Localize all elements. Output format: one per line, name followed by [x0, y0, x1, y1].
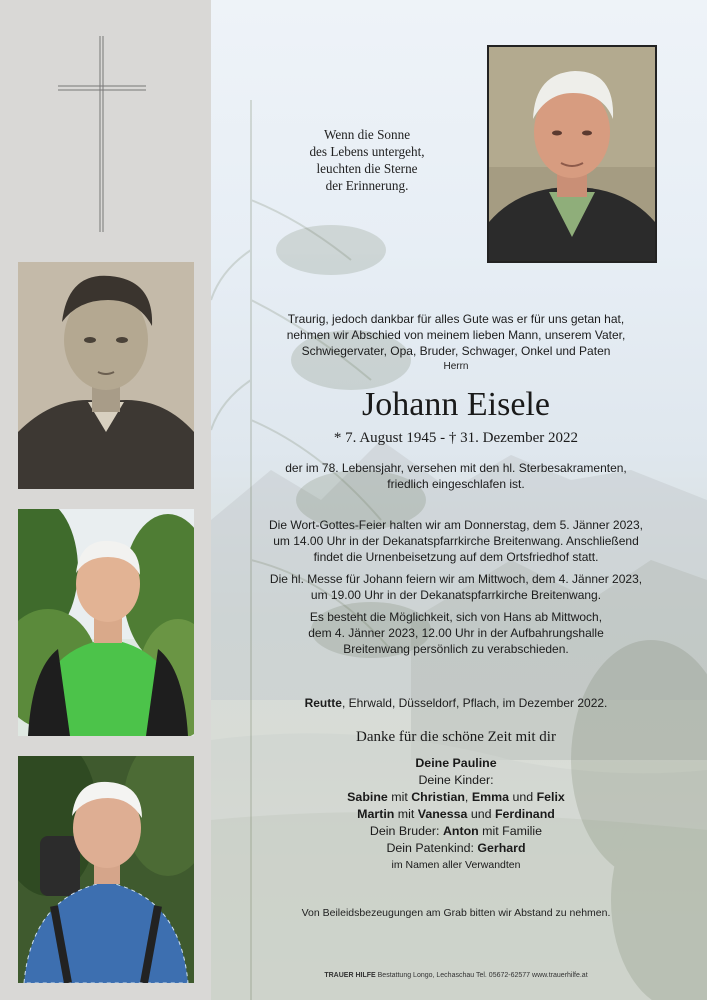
ceremony-line: um 19.00 Uhr in der Dekanatspfarrkirche Breitenwang. [310, 588, 602, 602]
ceremony-line: dem 4. Jänner 2023, 12.00 Uhr in der Aufbahrungshalle [308, 626, 604, 640]
brother-name: Anton [442, 824, 479, 838]
grandchild-name: Emma [471, 790, 510, 804]
relatives-line: im Namen aller Verwandten [391, 859, 521, 871]
deceased-name: Johann Eisele [362, 386, 550, 423]
intro-line: Traurig, jedoch dankbar für alles Gute was er für uns getan hat, [287, 312, 625, 326]
brother-label: Dein Bruder: [369, 824, 443, 838]
portrait-main [487, 45, 657, 263]
footer-text: Bestattung Longo, Lechaschau Tel. 05672-62577 www.trauerhilfe.at [375, 972, 588, 979]
grandchild-name: Ferdinand [494, 807, 555, 821]
footer [225, 971, 687, 981]
ceremony-line: findet die Urnenbeisetzung auf dem Ortsfriedhof statt. [313, 550, 599, 564]
ceremony-text [225, 517, 687, 657]
partner-name: Christian [411, 790, 465, 804]
salutation: Herrn [443, 361, 469, 372]
place-first: Reutte [304, 696, 342, 710]
cross-icon [58, 36, 148, 236]
quote-line: Wenn die Sonne [323, 127, 411, 142]
ceremony-line: Es besteht die Möglichkeit, sich von Hans ab Mittwoch, [309, 610, 603, 624]
godchild-row [225, 840, 687, 857]
passing-line: der im 78. Lebensjahr, versehen mit den hl. Sterbesakramenten, [285, 461, 627, 475]
joiner: mit [394, 807, 418, 821]
portrait-young [18, 262, 194, 489]
intro-line: Schwiegervater, Opa, Bruder, Schwager, Onkel und Paten [301, 344, 611, 358]
joiner: mit [387, 790, 412, 804]
wife-name: Deine Pauline [415, 756, 497, 770]
joiner: und [509, 790, 537, 804]
photo-hiking-backpack [18, 756, 194, 983]
child-name: Sabine [347, 790, 388, 804]
brother-row [225, 823, 687, 840]
quote-line: leuchten die Sterne [316, 161, 418, 176]
family-list [225, 755, 687, 874]
godchild-label: Dein Patenkind: [386, 841, 478, 855]
places-line [225, 695, 687, 711]
passing-text [225, 460, 687, 492]
joiner: und [467, 807, 495, 821]
ceremony-line: um 14.00 Uhr in der Dekanatspfarrkirche Breitenwang. Anschließend [273, 534, 639, 548]
photo-hiking-green-shirt [18, 509, 194, 736]
children-row [225, 806, 687, 823]
condolence-note: Von Beileidsbezeugungen am Grab bitten wir Abstand zu nehmen. [301, 907, 611, 919]
grandchild-name: Felix [536, 790, 565, 804]
ceremony-line: Die hl. Messe für Johann feiern wir am Mittwoch, dem 4. Jänner 2023, [269, 572, 643, 586]
brother-suffix: mit Familie [478, 824, 543, 838]
place-rest: , Ehrwald, Düsseldorf, Pflach, im Dezember 2022. [341, 696, 608, 710]
left-sidebar [0, 0, 211, 1000]
thanks-line: Danke für die schöne Zeit mit dir [356, 729, 556, 745]
ceremony-line: Breitenwang persönlich zu verabschieden. [343, 642, 569, 656]
quote-line: der Erinnerung. [325, 178, 409, 193]
memorial-quote [292, 126, 442, 194]
godchild-name: Gerhard [477, 841, 526, 855]
children-label: Deine Kinder: [418, 773, 494, 787]
child-name: Martin [357, 807, 395, 821]
passing-line: friedlich eingeschlafen ist. [387, 477, 525, 491]
footer-brand: TRAUER HILFE [324, 972, 376, 979]
children-row [225, 789, 687, 806]
life-dates: * 7. August 1945 - † 31. Dezember 2022 [333, 430, 579, 446]
partner-name: Vanessa [417, 807, 468, 821]
ceremony-line: Die Wort-Gottes-Feier halten wir am Donnerstag, dem 5. Jänner 2023, [269, 518, 643, 532]
joiner: , [464, 790, 472, 804]
intro-line: nehmen wir Abschied von meinem lieben Mann, unserem Vater, [286, 328, 626, 342]
intro-text [225, 311, 687, 374]
quote-line: des Lebens untergeht, [309, 144, 425, 159]
